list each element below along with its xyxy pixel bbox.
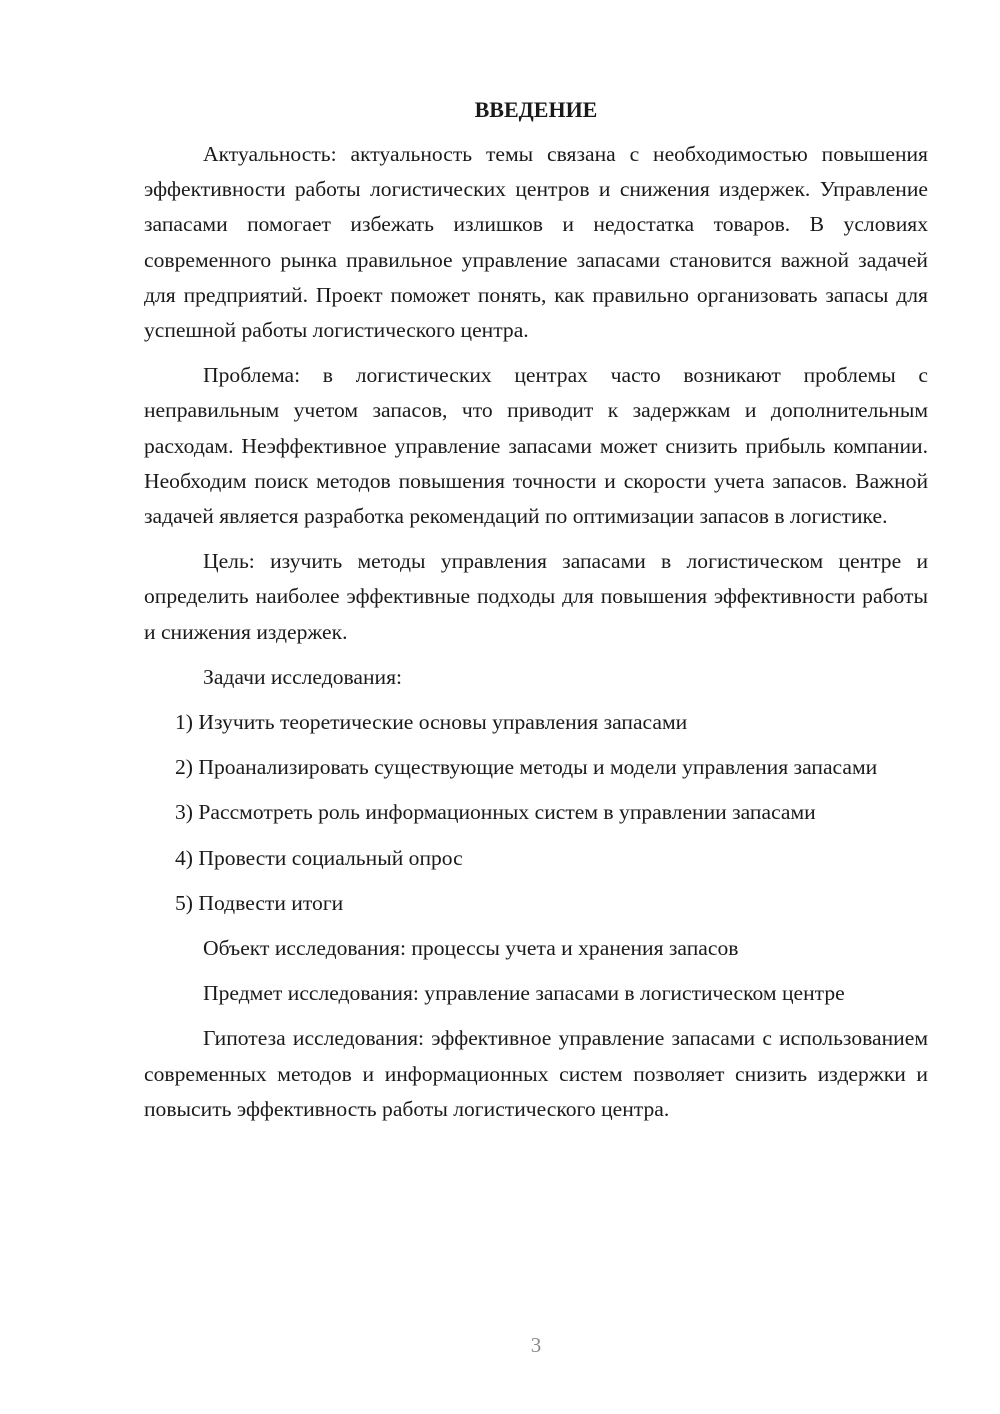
- paragraph-object: Объект исследования: процессы учета и хранения запасов: [203, 936, 739, 961]
- document-page: [144, 92, 928, 1137]
- task-item-1: 1) Изучить теоретические основы управления запасами: [175, 710, 688, 735]
- task-item-5: 5) Подвести итоги: [175, 890, 344, 915]
- page-number: 3: [530, 1333, 542, 1357]
- paragraph-hypothesis: Гипотеза исследования: эффективное управление запасами с использованием современных методов и информационных систем позволяет снизить издержки и повысить эффективность работы логистического центра.: [144, 1026, 928, 1121]
- paragraph-goal: Цель: изучить методы управления запасами в логистическом центре и определить наиболее эффективные подходы для повышения эффективности работы и снижения издержек.: [144, 549, 928, 644]
- task-item-2: 2) Проанализировать существующие методы и модели управления запасами: [175, 755, 878, 780]
- paragraph-tasks-heading: Задачи исследования:: [203, 664, 403, 689]
- section-title: ВВЕДЕНИЕ: [474, 97, 598, 122]
- paragraph-relevance: Актуальность: актуальность темы связана с необходимостью повышения эффективности работы логистических центров и снижения издержек. Управление запасами помогает избежать излишков и недостатка товаров. В условиях современного рынка правильное управление запасами становится важной задачей для предприятий. Проект поможет понять, как правильно организовать запасы для успешной работы логистического центра.: [144, 142, 928, 343]
- task-item-3: 3) Рассмотреть роль информационных систем в управлении запасами: [175, 800, 816, 825]
- task-item-4: 4) Провести социальный опрос: [175, 845, 463, 870]
- paragraph-problem: Проблема: в логистических центрах часто возникают проблемы с неправильным учетом запасов, что приводит к задержкам и дополнительным расходам. Неэффективное управление запасами может снизить прибыль компании. Необходим поиск методов повышения точности и скорости учета запасов. Важной задачей является разработка рекомендаций по оптимизации запасов в логистике.: [144, 363, 928, 529]
- paragraph-subject: Предмет исследования: управление запасами в логистическом центре: [203, 981, 845, 1006]
